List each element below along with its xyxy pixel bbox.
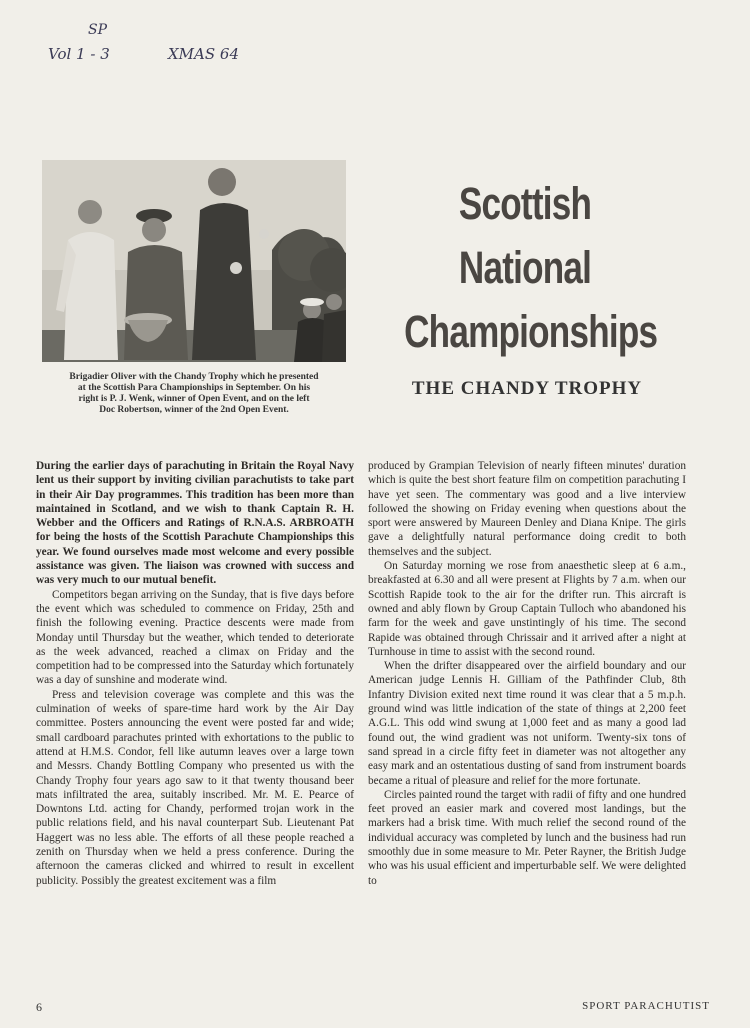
caption-line: at the Scottish Para Championships in September. On his	[77, 383, 311, 393]
magazine-title: SPORT PARACHUTIST	[582, 1000, 710, 1012]
photo-caption	[40, 372, 348, 416]
article-subtitle: THE CHANDY TROPHY	[411, 378, 643, 399]
article-column-right	[368, 459, 686, 888]
article-paragraph: produced by Grampian Television of nearly fifteen minutes' duration which is quite the best short feature film on competition parachuting I have yet seen. The commentary was good and a live interview followed the showing on Friday evening when questions about the sport were answered by Maureen Denley and Diana Knipe. The girls gave a delightfully natural performance doing credit to both themselves and the subject.	[368, 460, 686, 558]
article-paragraph: Competitors began arriving on the Sunday, that is five days before the event which was scheduled to commence on Friday, 25th and finish the following evening. Practice descents were made from Monday until Thursday but the weather, which tended to deteriorate as the week advanced, reached a climax on Friday and the competition had to be compressed into the Saturday which fortunately was a day of sunshine and moderate wind.	[36, 588, 354, 687]
handwritten-annotation-sp: SP	[88, 22, 108, 38]
article-headline	[404, 172, 658, 364]
trophy-presentation-photo	[42, 160, 346, 362]
article-paragraph: Press and television coverage was complete and this was the culmination of weeks of spare-time hard work by the Air Day committee. Posters announcing the event were posted far and wide; small cardboard parachutes printed with exhortations to the public to attend at H.M.S. Condor, fell like autumn leaves over a large town and Messrs. Chandy Bottling Company who presented us with the Chandy Trophy four years ago saw to it that twenty thousand beer mats infiltrated the area, suitably inscribed. Mr. M. E. Pearce of Downtons Ltd. acting for Chandy, performed trojan work in the public relations field, and his naval counterpart Sub. Lieutenant Pat Haggert was no less able. The efforts of all these people reached a zenith on Thursday when we held a press conference. During the afternoon the cameras clicked and whirred to result in excellent publicity. Possibly the greatest excitement was a film	[36, 688, 354, 887]
article-paragraph: During the earlier days of parachuting in Britain the Royal Navy lent us their support by inviting civilian parachutists to take part in their Air Day programmes. This tradition has been more than maintained in Scotland, and we wish to thank Captain R. H. Webber and the Officers and Ratings of R.N.A.S. ARBROATH for being the hosts of the Scottish Parachute Championships this year. We found ourselves made most welcome and every possible assistance was given. The liaison was crowned with success and was very much to our mutual benefit.	[36, 460, 354, 587]
headline-line: Scottish	[458, 178, 592, 229]
caption-line: Brigadier Oliver with the Chandy Trophy which he presented	[69, 372, 319, 382]
article-paragraph: On Saturday morning we rose from anaesthetic sleep at 6 a.m., breakfasted at 6.30 and all were present at Flights by 7 a.m. when our Scottish Rapide took to the air for the drifter run. This aircraft is owned and ably flown by Group Captain Tulloch who abandoned his farm for the week and gave unstintingly of his time. The second Rapide was obtained through Chrissair and it arrived after a night at Turnhouse in time to assist with the second round.	[368, 560, 686, 658]
caption-line: Doc Robertson, winner of the 2nd Open Event.	[99, 405, 289, 415]
handwritten-annotation-issue: XMAS 64	[168, 45, 240, 63]
article-paragraph: When the drifter disappeared over the airfield boundary and our American judge Lennis H. Gilliam of the Pathfinder Club, 8th Infantry Division exited next time round it was clear that a 5 m.p.h. ground wind was little indication of the state of things at 2,200 feet A.G.L. This odd wind swung at 1,000 feet and as many a good lad found out, the wind gradient was not uniform. Twenty-six tons of sand spread in a circle fifty feet in diameter was not altogether any easy mark and an ostentatious dusting of sand from instrument boards became a ritual of pleasure and relief for the more fortunate.	[368, 660, 686, 787]
article-column-left	[36, 459, 354, 888]
headline-line: National	[458, 242, 592, 293]
page-number: 6	[36, 1000, 42, 1014]
headline-line: Championships	[404, 306, 658, 357]
article-paragraph: Circles painted round the target with radii of fifty and one hundred feet proved an easier mark and covered most landings, but the markers had a brisk time. With much relief the second round of the individual accuracy was completed by lunch and the business had run smoothly due in some measure to Mr. Peter Rayner, the British Judge who was his usual efficient and imperturbable self. We were delighted to	[368, 788, 686, 887]
handwritten-annotation-volume: Vol 1 - 3	[48, 45, 110, 63]
caption-line: right is P. J. Wenk, winner of Open Event, and on the left	[78, 394, 310, 404]
